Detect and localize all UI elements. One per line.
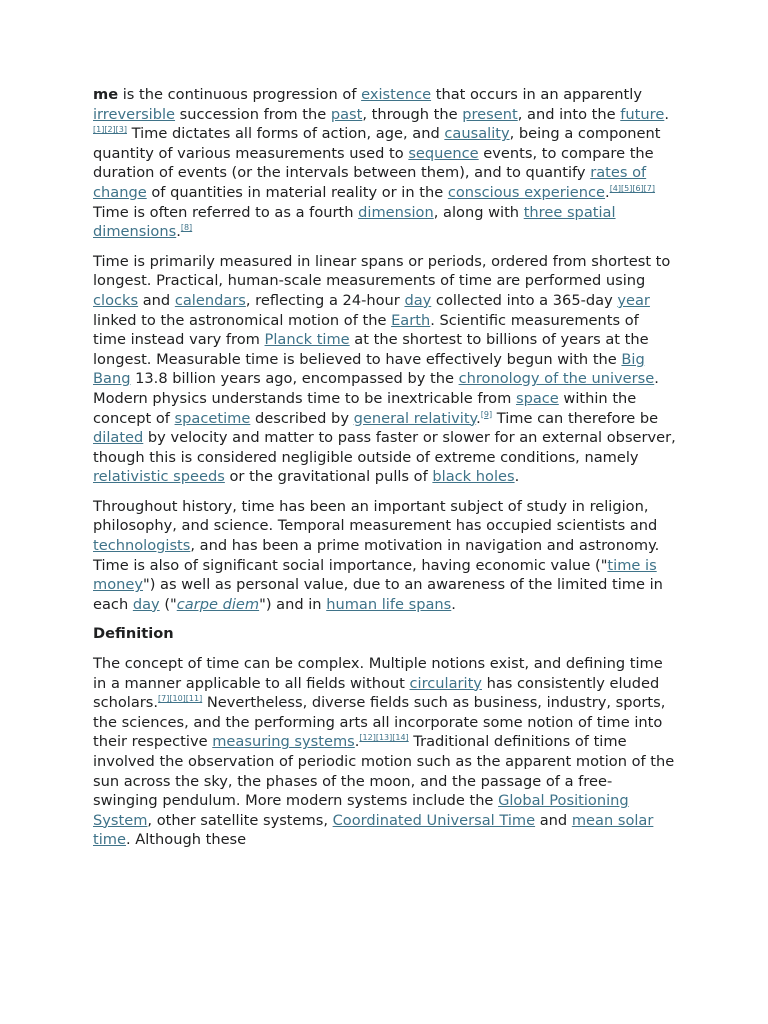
section-heading-definition: Definition xyxy=(93,625,174,643)
link-planck-time[interactable]: Planck time xyxy=(264,331,350,349)
citation-9[interactable] xyxy=(481,410,492,419)
text: linked to the astronomical motion of the xyxy=(93,311,392,329)
link-calendars[interactable]: calendars xyxy=(174,291,246,309)
link-mean-solar-time[interactable]: mean solar time xyxy=(93,811,654,849)
link-coordinated-universal-time[interactable]: Coordinated Universal Time xyxy=(332,811,536,829)
link-chronology-of-the-universe[interactable]: chronology of the universe xyxy=(458,370,655,388)
link-day[interactable]: day xyxy=(404,291,432,309)
text: , and has been a prime motivation in navigation and astronomy. Time is also of significant social importance, having economic value (" xyxy=(93,537,660,574)
bold-title-fragment: me xyxy=(93,86,119,103)
citation-link[interactable]: [7][10][11] xyxy=(158,694,203,704)
text: , reflecting a 24-hour xyxy=(245,291,405,309)
link-rates-of-change[interactable]: rates of change xyxy=(93,164,647,201)
citation-1-3[interactable] xyxy=(93,125,127,134)
citation-link[interactable]: [8] xyxy=(180,223,193,233)
link-relativistic-speeds[interactable]: relativistic speeds xyxy=(93,468,225,486)
link-present[interactable]: present xyxy=(462,105,518,123)
link-earth[interactable]: Earth xyxy=(391,311,431,329)
citation-7-11[interactable] xyxy=(158,694,202,703)
link-big-bang[interactable]: Big Bang xyxy=(93,350,645,388)
text: , other satellite systems, xyxy=(147,811,333,829)
link-conscious-experience[interactable]: conscious experience xyxy=(447,183,606,201)
link-year[interactable]: year xyxy=(617,291,650,309)
link-causality[interactable]: causality xyxy=(444,125,510,143)
text: and xyxy=(138,291,175,309)
link-irreversible[interactable]: irreversible xyxy=(93,105,176,123)
text: . Modern physics understands time to be inextricable from xyxy=(93,370,659,407)
text: collected into a 365-day xyxy=(431,291,618,309)
link-time-is-money[interactable]: time is money xyxy=(93,556,657,594)
text: , being a component quantity of various measurements used to xyxy=(93,125,661,162)
text: described by xyxy=(250,409,354,427)
link-existence[interactable]: existence xyxy=(361,86,432,103)
link-day[interactable]: day xyxy=(132,595,160,613)
text: of quantities in material reality or in the xyxy=(146,183,448,201)
text: Throughout history, time has been an important subject of study in religion, philosophy, and science. Temporal measurement has occupied scientists and xyxy=(93,497,658,535)
text: ") and in xyxy=(259,595,327,613)
link-future[interactable]: future xyxy=(620,105,665,123)
link-dilated[interactable]: dilated xyxy=(93,429,144,447)
text: and xyxy=(535,811,572,829)
link-circularity[interactable]: circularity xyxy=(409,674,482,692)
link-human-life-spans[interactable]: human life spans xyxy=(326,595,452,613)
text: , through the xyxy=(362,105,463,123)
measurement-paragraph xyxy=(93,252,676,487)
text: events, to compare the duration of events (or the intervals between them), and to quantify xyxy=(93,144,654,182)
link-black-holes[interactable]: black holes xyxy=(432,468,515,486)
text: . xyxy=(176,223,181,241)
text: (" xyxy=(159,595,177,613)
text: within the concept of xyxy=(93,389,637,427)
text: . Although these xyxy=(125,831,247,849)
link-three-spatial-dimensions[interactable]: three spatial dimensions xyxy=(93,203,616,241)
link-carpe-diem[interactable] xyxy=(177,596,259,613)
history-paragraph xyxy=(93,497,676,615)
text: . Scientific measurements of time instead vary from xyxy=(93,311,639,349)
link-global-positioning-system[interactable]: Global Positioning System xyxy=(93,792,629,829)
text: is the continuous progression of xyxy=(118,86,362,103)
text: has consistently eluded scholars. xyxy=(93,674,660,712)
link-space[interactable]: space xyxy=(515,389,559,407)
text: . xyxy=(476,409,481,427)
text: Time is primarily measured in linear spans or periods, ordered from shortest to longest. Practical, human-scale measurements of time are performed using xyxy=(93,252,671,290)
text: Time is often referred to as a fourth xyxy=(93,203,359,221)
text: Time can therefore be xyxy=(492,409,659,427)
text: ") as well as personal value, due to an awareness of the limited time in each xyxy=(93,576,663,613)
text: that occurs in an apparently xyxy=(431,86,642,103)
text: Nevertheless, diverse fields such as business, industry, sports, the sciences, and the performing arts all incorporate some notion of time into their respective xyxy=(93,694,666,751)
link-clocks[interactable]: clocks xyxy=(93,291,139,309)
text: , and into the xyxy=(517,105,621,123)
text: , along with xyxy=(433,203,524,221)
text: at the shortest to billions of years at the longest. Measurable time is believed to have effectively begun with the xyxy=(93,331,649,368)
citation-8[interactable] xyxy=(181,223,192,232)
text: or the gravitational pulls of xyxy=(224,468,433,486)
citation-link[interactable]: [1][2][3] xyxy=(93,125,127,135)
citation-link[interactable]: [12][13][14] xyxy=(359,733,409,743)
text: Traditional definitions of time involved the observation of periodic motion such as the apparent motion of the sun across the sky, the phases of the moon, and the passage of a free-swinging pendulum. More modern systems include the xyxy=(93,733,675,810)
text: succession from the xyxy=(175,105,331,123)
text: . xyxy=(451,595,456,613)
link-sequence[interactable]: sequence xyxy=(408,144,479,162)
link-dimension[interactable]: dimension xyxy=(358,203,434,221)
citation-link[interactable]: [9] xyxy=(480,409,493,419)
text: by velocity and matter to pass faster or slower for an external observer, though this is considered negligible outside of extreme conditions, namely xyxy=(93,429,676,466)
text: . xyxy=(514,468,520,486)
citation-12-14[interactable] xyxy=(359,733,408,742)
link-measuring-systems[interactable]: measuring systems xyxy=(212,733,355,751)
text: Time dictates all forms of action, age, and xyxy=(127,125,445,143)
citation-link[interactable]: [4][5][6][7] xyxy=(609,183,656,193)
link-general-relativity[interactable]: general relativity xyxy=(353,409,477,427)
article-body xyxy=(93,85,676,860)
text: . xyxy=(605,183,610,201)
carpe-diem-text: carpe diem xyxy=(176,595,260,613)
link-spacetime[interactable]: spacetime xyxy=(174,409,251,427)
text: The concept of time can be complex. Multiple notions exist, and defining time in a manner applicable to all fields without xyxy=(93,655,663,692)
text: 13.8 billion years ago, encompassed by the xyxy=(130,370,459,388)
citation-4-7[interactable] xyxy=(610,184,655,193)
link-technologists[interactable]: technologists xyxy=(93,537,191,555)
text: . xyxy=(354,733,360,751)
text: . xyxy=(664,105,669,123)
definition-paragraph xyxy=(93,654,676,850)
link-past[interactable]: past xyxy=(330,105,363,123)
intro-paragraph xyxy=(93,85,676,242)
